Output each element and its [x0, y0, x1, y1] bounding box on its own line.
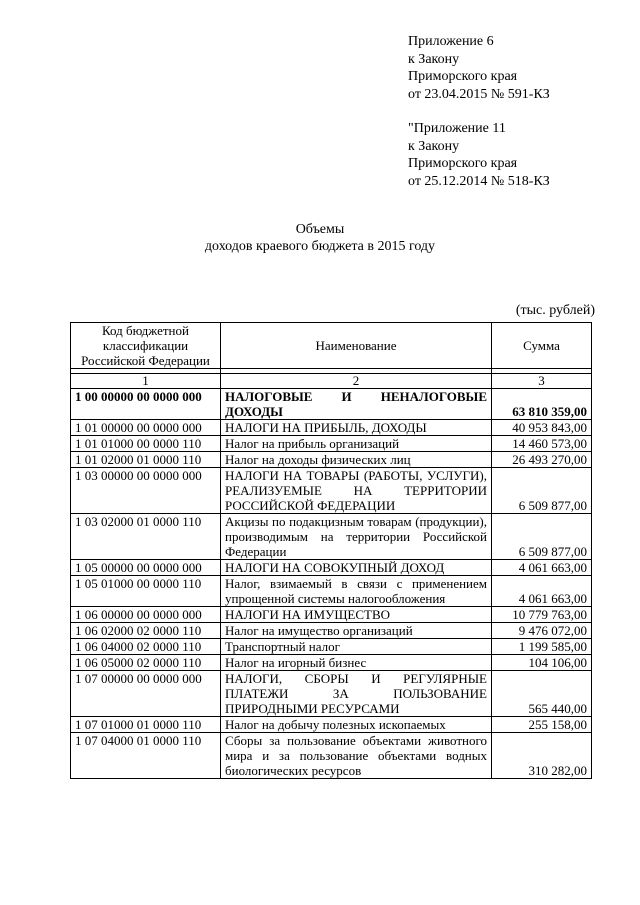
table-row [71, 639, 592, 655]
row-code: 1 06 00000 00 0000 000 [71, 607, 221, 623]
table-row [71, 655, 592, 671]
row-amount: 6 509 877,00 [492, 468, 592, 514]
header-name: Наименование [221, 323, 492, 369]
row-name: НАЛОГИ НА ТОВАРЫ (РАБОТЫ, УСЛУГИ), РЕАЛИЗУЕМЫЕ НА ТЕРРИТОРИИ РОССИЙСКОЙ ФЕДЕРАЦИИ [221, 468, 492, 514]
appendix-11-reference [408, 120, 618, 190]
row-code: 1 03 00000 00 0000 000 [71, 468, 221, 514]
table-row [71, 560, 592, 576]
table-row [71, 436, 592, 452]
appendix-11-line4: от 25.12.2014 № 518-КЗ [408, 173, 550, 189]
row-name: Налог, взимаемый в связи с применением упрощенной системы налогообложения [221, 576, 492, 607]
appendix-11-line1: "Приложение 11 [408, 121, 506, 136]
row-name: Транспортный налог [221, 639, 492, 655]
row-code: 1 07 01000 01 0000 110 [71, 717, 221, 733]
table-row [71, 576, 592, 607]
row-name: Налог на доходы физических лиц [221, 452, 492, 468]
document-title [0, 221, 640, 255]
row-code: 1 07 04000 01 0000 110 [71, 733, 221, 779]
row-name: НАЛОГИ НА СОВОКУПНЫЙ ДОХОД [221, 560, 492, 576]
column-number-1: 1 [71, 374, 221, 389]
table-row [71, 733, 592, 779]
row-amount: 14 460 573,00 [492, 436, 592, 452]
row-amount: 6 509 877,00 [492, 514, 592, 560]
row-amount: 1 199 585,00 [492, 639, 592, 655]
row-name: НАЛОГИ НА ПРИБЫЛЬ, ДОХОДЫ [221, 420, 492, 436]
table-row [71, 623, 592, 639]
column-number-2: 2 [221, 374, 492, 389]
appendix-11-line3: Приморского края [408, 156, 518, 171]
units-label: (тыс. рублей) [515, 303, 595, 318]
row-name: НАЛОГОВЫЕ И НЕНАЛОГОВЫЕ ДОХОДЫ [221, 389, 492, 420]
row-name: Налог на игорный бизнес [221, 655, 492, 671]
table-row [71, 514, 592, 560]
row-code: 1 01 02000 01 0000 110 [71, 452, 221, 468]
table-row [71, 671, 592, 717]
appendix-11-line2: к Закону [408, 138, 460, 154]
row-code: 1 05 00000 00 0000 000 [71, 560, 221, 576]
appendix-6-line4: от 23.04.2015 № 591-КЗ [408, 86, 550, 102]
appendix-6-line3: Приморского края [408, 69, 518, 84]
row-code: 1 06 02000 02 0000 110 [71, 623, 221, 639]
table-row [71, 607, 592, 623]
row-name: Акцизы по подакцизным товарам (продукции), производимым на территории Российской Федерации [221, 514, 492, 560]
header-code: Код бюджетной классификации Российской Федерации [71, 323, 221, 369]
header-amount: Сумма [492, 323, 592, 369]
row-code: 1 06 05000 02 0000 110 [71, 655, 221, 671]
row-amount: 40 953 843,00 [492, 420, 592, 436]
row-amount: 255 158,00 [492, 717, 592, 733]
row-name: Налог на добычу полезных ископаемых [221, 717, 492, 733]
title-line1: Объемы [295, 222, 345, 237]
row-name: НАЛОГИ, СБОРЫ И РЕГУЛЯРНЫЕ ПЛАТЕЖИ ЗА ПОЛЬЗОВАНИЕ ПРИРОДНЫМИ РЕСУРСАМИ [221, 671, 492, 717]
row-name: Налог на имущество организаций [221, 623, 492, 639]
row-amount: 26 493 270,00 [492, 452, 592, 468]
row-code: 1 06 04000 02 0000 110 [71, 639, 221, 655]
column-number-3: 3 [492, 374, 592, 389]
row-amount: 10 779 763,00 [492, 607, 592, 623]
table-row [71, 717, 592, 733]
row-code: 1 01 01000 00 0000 110 [71, 436, 221, 452]
row-code: 1 05 01000 00 0000 110 [71, 576, 221, 607]
row-name: Налог на прибыль организаций [221, 436, 492, 452]
row-code: 1 07 00000 00 0000 000 [71, 671, 221, 717]
table-row [71, 389, 592, 420]
table-row [71, 420, 592, 436]
row-amount: 9 476 072,00 [492, 623, 592, 639]
row-amount: 310 282,00 [492, 733, 592, 779]
title-line2: доходов краевого бюджета в 2015 году [204, 239, 436, 254]
row-code: 1 00 00000 00 0000 000 [71, 389, 221, 420]
appendix-6-line2: к Закону [408, 51, 460, 67]
row-amount: 565 440,00 [492, 671, 592, 717]
row-amount: 4 061 663,00 [492, 576, 592, 607]
appendix-6-line1: Приложение 6 [408, 34, 494, 49]
table-row [71, 468, 592, 514]
row-amount: 4 061 663,00 [492, 560, 592, 576]
table-row [71, 452, 592, 468]
row-code: 1 01 00000 00 0000 000 [71, 420, 221, 436]
row-name: НАЛОГИ НА ИМУЩЕСТВО [221, 607, 492, 623]
revenue-table-container [70, 322, 592, 779]
appendix-6-reference [408, 33, 618, 103]
revenue-table [70, 322, 592, 779]
row-amount: 104 106,00 [492, 655, 592, 671]
row-code: 1 03 02000 01 0000 110 [71, 514, 221, 560]
row-name: Сборы за пользование объектами животного мира и за пользование объектами водных биологических ресурсов [221, 733, 492, 779]
row-amount: 63 810 359,00 [492, 389, 592, 420]
